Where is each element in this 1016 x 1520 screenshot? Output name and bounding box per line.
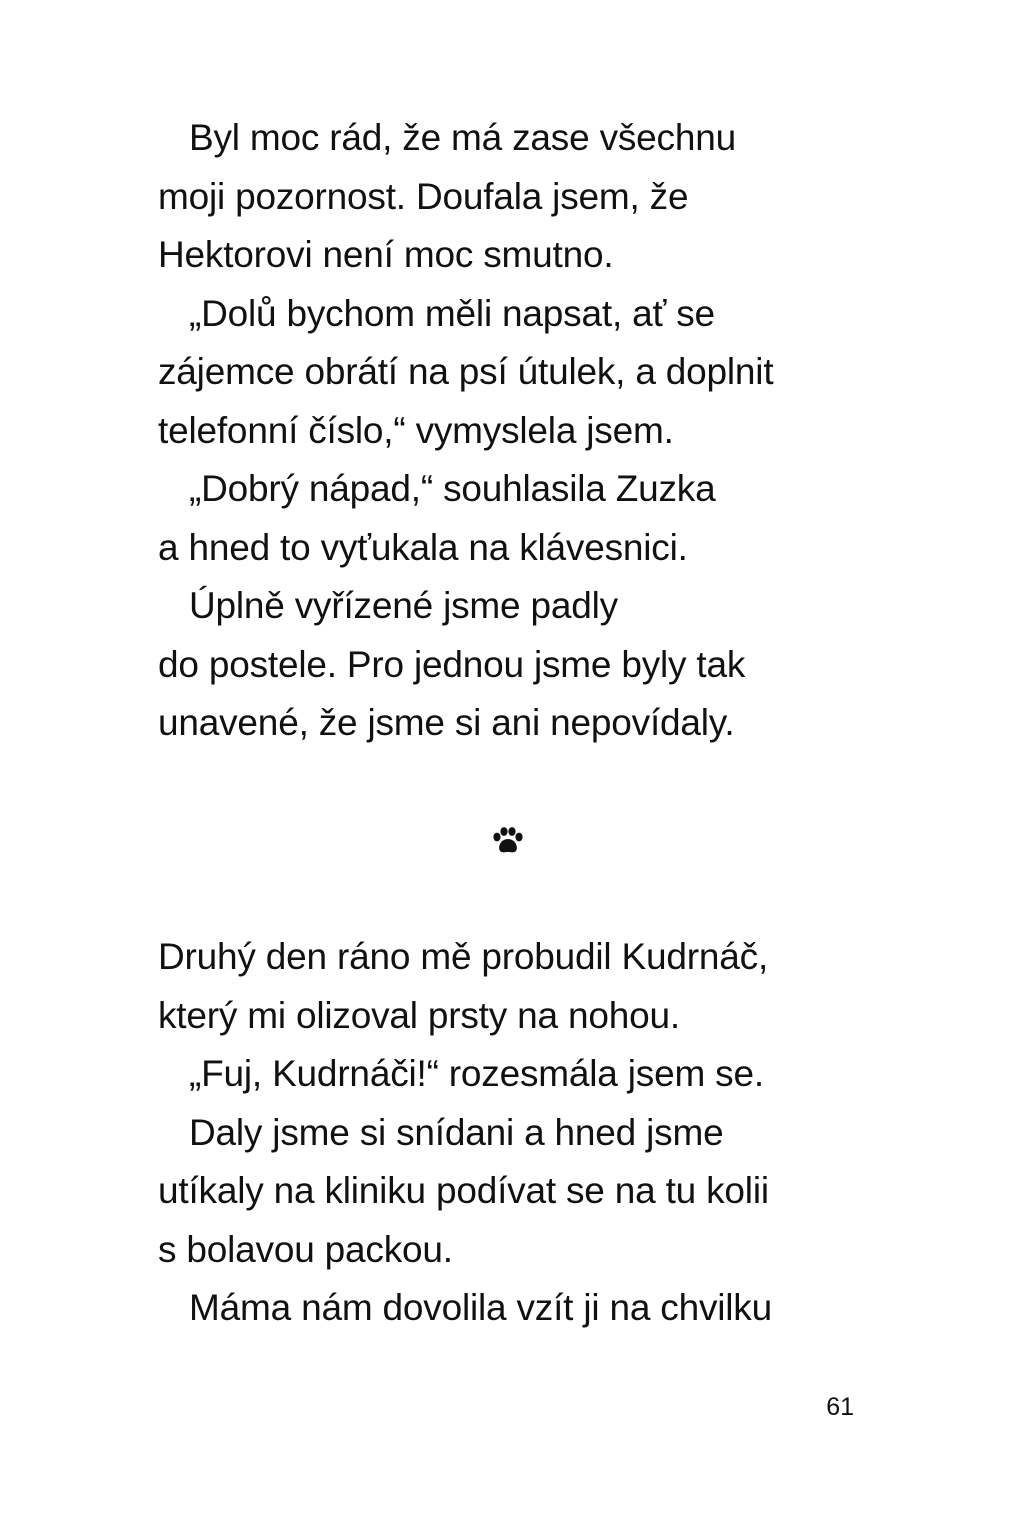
text-line: „Dolů bychom měli napsat, ať se [189, 292, 715, 334]
text-line: zájemce obrátí na psí útulek, a doplnit [158, 351, 774, 392]
text-line: „Dobrý nápad,“ souhlasila Zuzka [189, 468, 716, 509]
paw-print-icon [490, 826, 526, 856]
page-number: 61 [826, 1393, 854, 1421]
text-line: „Fuj, Kudrnáči!“ rozesmála jsem se. [189, 1053, 764, 1094]
text-line: do postele. Pro jednou jsme byly tak [158, 643, 746, 685]
text-line: Hektorovi není moc smutno. [158, 234, 614, 275]
text-line: Úplně vyřízené jsme padly [189, 585, 618, 626]
text-line: Daly jsme si snídani a hned jsme [189, 1111, 724, 1153]
text-line: telefonní číslo,“ vymyslela jsem. [158, 409, 674, 451]
text-line: unavené, že jsme si ani nepovídaly. [158, 702, 735, 743]
text-line: který mi olizoval prsty na nohou. [158, 994, 680, 1036]
text-line: a hned to vyťukala na klávesnici. [158, 526, 688, 568]
text-line: Byl moc rád, že má zase všechnu [189, 117, 736, 158]
text-line: Máma nám dovolila vzít ji na chvilku [189, 1287, 772, 1328]
text-line: s bolavou packou. [158, 1228, 453, 1270]
text-line: utíkaly na kliniku podívat se na tu kolii [158, 1170, 769, 1211]
text-line: Druhý den ráno mě probudil Kudrnáč, [158, 936, 769, 977]
text-section-2 [158, 928, 878, 1338]
text-section-1 [158, 109, 878, 753]
text-line: moji pozornost. Doufala jsem, že [158, 175, 689, 217]
